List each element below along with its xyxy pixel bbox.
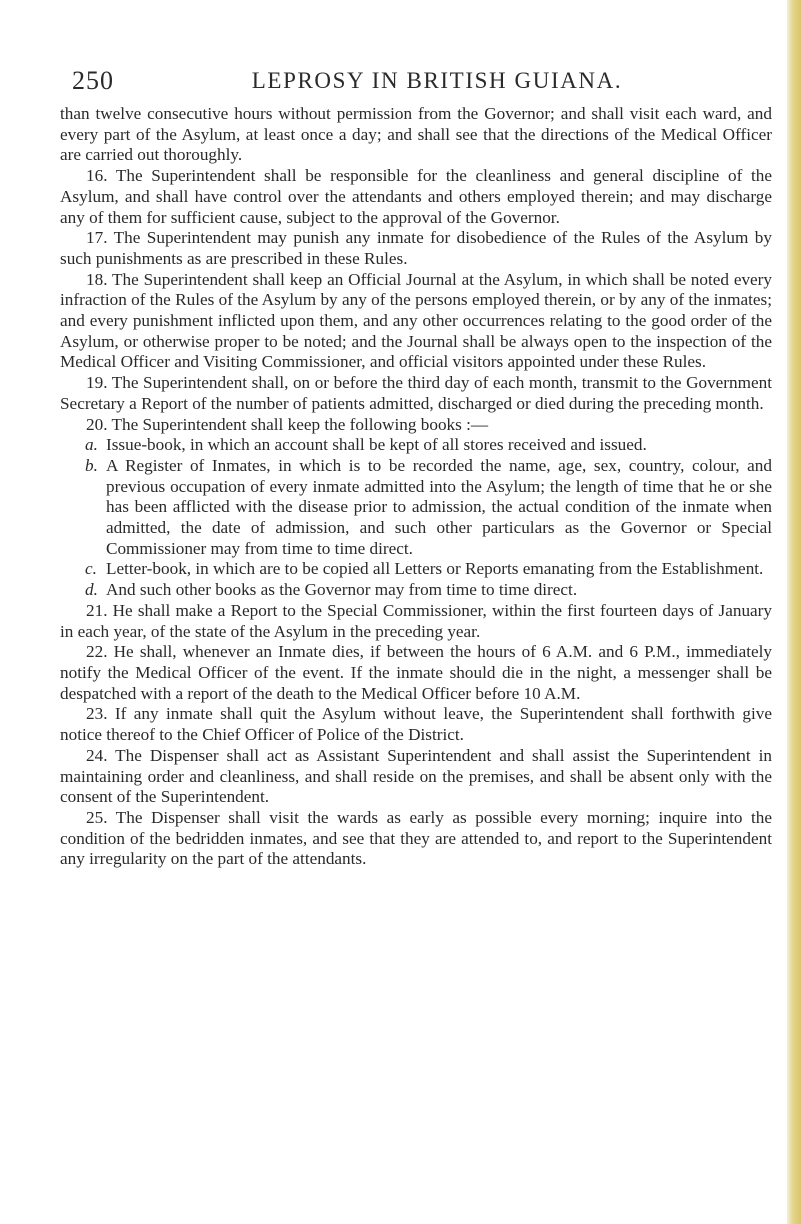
rule-25: 25. The Dispenser shall visit the wards as early as possible every morning; inquire into the condition of the bedridden inmates, and see that they are attended to, and report to the Superintendent any irregularity on the part of the attendants. bbox=[60, 807, 772, 869]
item-text: A Register of Inmates, in which is to be recorded the name, age, sex, country, colour, and previous occupation of every inmate admitted into the Asylum; the length of time that he or she has been afflicted with the disease prior to admission, the actual condition of the inmate when admitted, the date of admission, and such other particulars as the Governor or Special Commissioner may from time to time direct. bbox=[106, 455, 772, 558]
rule-16: 16. The Superintendent shall be responsible for the cleanliness and general discipline of the Asylum, and shall have control over the attendants and others employed therein; and may discharge any of them for sufficient cause, subject to the approval of the Governor. bbox=[60, 166, 772, 227]
rule-21: 21. He shall make a Report to the Special Commissioner, within the first fourteen days of January in each year, of the state of the Asylum in the preceding year. bbox=[60, 600, 772, 641]
text-body bbox=[60, 104, 772, 870]
item-text: Issue-book, in which an account shall be kept of all stores received and issued. bbox=[106, 435, 647, 455]
paragraph-continuation: than twelve consecutive hours without permission from the Governor; and shall visit each ward, and every part of the Asylum, at least once a day; and shall see that the directions of the Medical Officer are carried out thoroughly. bbox=[60, 104, 772, 165]
page-header bbox=[72, 66, 772, 106]
rule-20-item-b bbox=[60, 456, 772, 560]
scan-page-edge bbox=[787, 0, 801, 1224]
rule-19: 19. The Superintendent shall, on or before the third day of each month, transmit to the Government Secretary a Report of the number of patients admitted, discharged or died during the preceding month. bbox=[60, 373, 772, 413]
rule-24: 24. The Dispenser shall act as Assistant Superintendent and shall assist the Superintendent in maintaining order and cleanliness, and shall reside on the premises, and shall be absent only with the consent of the Superintendent. bbox=[60, 745, 772, 807]
item-label: d. bbox=[85, 580, 98, 600]
rule-18: 18. The Superintendent shall keep an Official Journal at the Asylum, in which shall be noted every infraction of the Rules of the Asylum by any of the persons employed therein, or by any of the inmates; and every punishment inflicted upon them, and any other occurrences relating to the good order of the Asylum, or otherwise proper to be noted; and the Journal shall be always open to the inspection of the Medical Officer and Visiting Commissioner, and official visitors appointed under these Rules. bbox=[60, 269, 772, 372]
rule-20-item-a bbox=[60, 435, 772, 456]
item-text: Letter-book, in which are to be copied all Letters or Reports emanating from the Establishment. bbox=[106, 559, 764, 579]
item-text: And such other books as the Governor may from time to time direct. bbox=[106, 580, 578, 600]
running-title: LEPROSY IN BRITISH GUIANA. bbox=[251, 68, 623, 93]
rule-23: 23. If any inmate shall quit the Asylum without leave, the Superintendent shall forthwith give notice thereof to the Chief Officer of Police of the District. bbox=[60, 704, 772, 745]
rule-17: 17. The Superintendent may punish any inmate for disobedience of the Rules of the Asylum by such punishments as are prescribed in these Rules. bbox=[60, 228, 772, 268]
rule-20-item-c bbox=[60, 559, 772, 580]
rule-20-item-d bbox=[60, 580, 772, 601]
page-number: 250 bbox=[72, 66, 114, 95]
item-label: a. bbox=[85, 435, 98, 455]
rule-20: 20. The Superintendent shall keep the following books :— bbox=[86, 414, 489, 434]
item-label: b. bbox=[85, 455, 98, 475]
item-label: c. bbox=[85, 559, 97, 579]
rule-22: 22. He shall, whenever an Inmate dies, if between the hours of 6 A.M. and 6 P.M., immediately notify the Medical Officer of the event. If the inmate should die in the night, a messenger shall be despatched with a report of the death to the Medical Officer before 10 A.M. bbox=[60, 642, 772, 703]
